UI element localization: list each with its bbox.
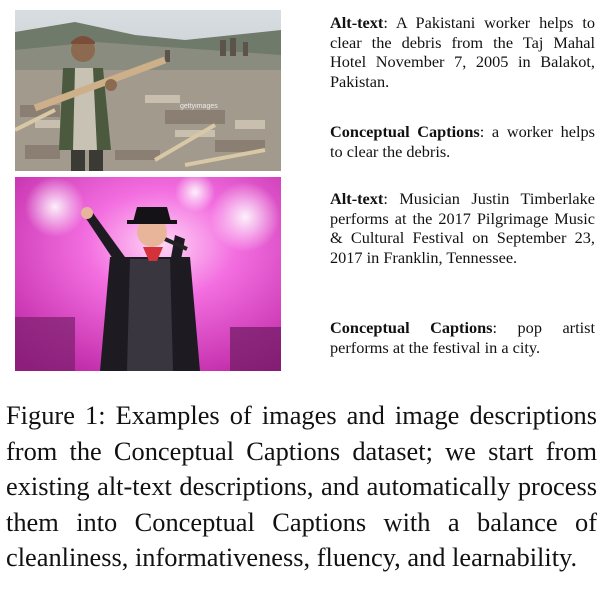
- alt-text-label: Alt-text: [330, 13, 384, 32]
- alt-text-body: : Musician Justin Timberlake performs at the 2017 Pilgrimage Music & Cultural Festival on September 23, 2017 in Franklin, Tennessee.: [330, 189, 595, 267]
- alt-text-description-2: [330, 189, 595, 267]
- conceptual-caption-2: [330, 318, 595, 357]
- watermark-text: gettyimages: [180, 103, 218, 110]
- alt-text-body: : A Pakistani worker helps to clear the debris from the Taj Mahal Hotel November 7, 2005 in Balakot, Pakistan.: [330, 13, 595, 91]
- musician-stage-image: [15, 177, 281, 371]
- example-photo-worker: [15, 10, 281, 171]
- worker-debris-image: [15, 10, 281, 171]
- conceptual-captions-label: Conceptual Captions: [330, 318, 493, 337]
- alt-text-description-1: [330, 13, 595, 91]
- conceptual-caption-body: : a worker helps to clear the debris.: [330, 122, 595, 161]
- example-photo-musician: [15, 177, 281, 371]
- conceptual-caption-1: [330, 122, 595, 161]
- conceptual-captions-label: Conceptual Captions: [330, 122, 480, 141]
- figure-caption: Figure 1: Examples of images and image descriptions from the Conceptual Captions dataset; we start from existing alt-text descriptions, and automatically process them into Conceptual Captions with a balance of cleanliness, informativeness, fluency, and learnability.: [6, 400, 597, 573]
- alt-text-label: Alt-text: [330, 189, 384, 208]
- conceptual-caption-body: : pop artist performs at the festival in a city.: [330, 318, 596, 357]
